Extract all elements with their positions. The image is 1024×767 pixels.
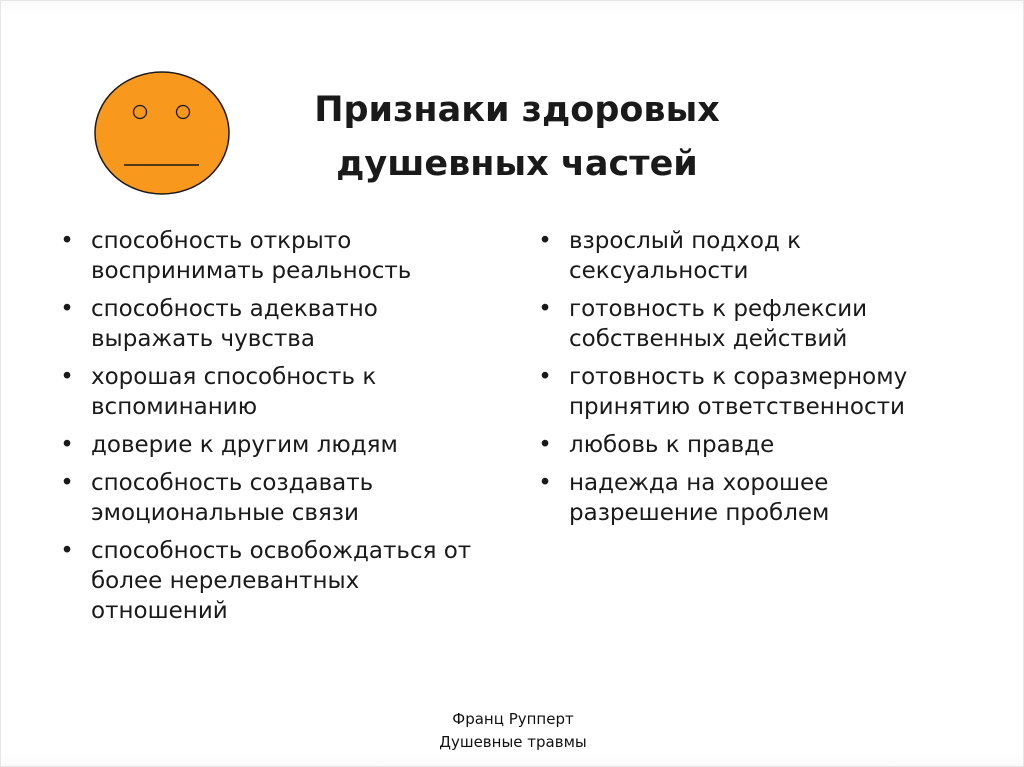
title-line-2: душевных частей — [336, 144, 698, 184]
title-line-1: Признаки здоровых — [314, 90, 720, 130]
bullet-icon: • — [60, 228, 74, 254]
list-item-text: способность освобождаться от более нерелевантных отношений — [91, 538, 472, 624]
bullet-icon: • — [538, 470, 552, 496]
bullet-icon: • — [538, 364, 552, 390]
list-item-text: любовь к правде — [569, 432, 775, 458]
bullet-icon: • — [60, 296, 74, 322]
list-item-text: доверие к другим людям — [91, 432, 398, 458]
right-bullet-list — [535, 226, 975, 536]
list-item-text: готовность к соразмерному принятию ответственности — [569, 364, 908, 420]
list-item — [57, 430, 477, 460]
footer-book-title: Душевные травмы — [439, 733, 587, 751]
bullet-icon: • — [60, 364, 74, 390]
bullet-icon: • — [60, 538, 74, 564]
slide-title — [241, 83, 793, 191]
footer-author: Франц Рупперт — [452, 710, 574, 728]
left-eye — [134, 106, 147, 119]
bullet-icon: • — [538, 432, 552, 458]
list-item-text: надежда на хорошее разрешение проблем — [569, 470, 830, 526]
list-item-text: способность адекватно выражать чувства — [91, 296, 378, 352]
list-item-text: хорошая способность к вспоминанию — [91, 364, 377, 420]
left-bullet-list — [57, 226, 477, 634]
list-item — [535, 430, 975, 460]
list-item-text: готовность к рефлексии собственных действий — [569, 296, 868, 352]
bullet-icon: • — [538, 296, 552, 322]
bullet-icon: • — [60, 432, 74, 458]
list-item-text: способность создавать эмоциональные связи — [91, 470, 374, 526]
footer-citation — [313, 708, 713, 754]
list-item — [57, 536, 477, 626]
list-item-text: взрослый подход к сексуальности — [569, 228, 802, 284]
list-item — [535, 294, 975, 354]
bullet-icon: • — [60, 470, 74, 496]
face-circle — [95, 72, 229, 194]
list-item — [57, 294, 477, 354]
list-item — [535, 468, 975, 528]
list-item-text: способность открыто воспринимать реальность — [91, 228, 412, 284]
list-item — [57, 468, 477, 528]
list-item — [535, 362, 975, 422]
list-item — [57, 362, 477, 422]
neutral-face-icon — [93, 70, 231, 196]
list-item — [57, 226, 477, 286]
bullet-icon: • — [538, 228, 552, 254]
list-item — [535, 226, 975, 286]
right-eye — [177, 106, 190, 119]
